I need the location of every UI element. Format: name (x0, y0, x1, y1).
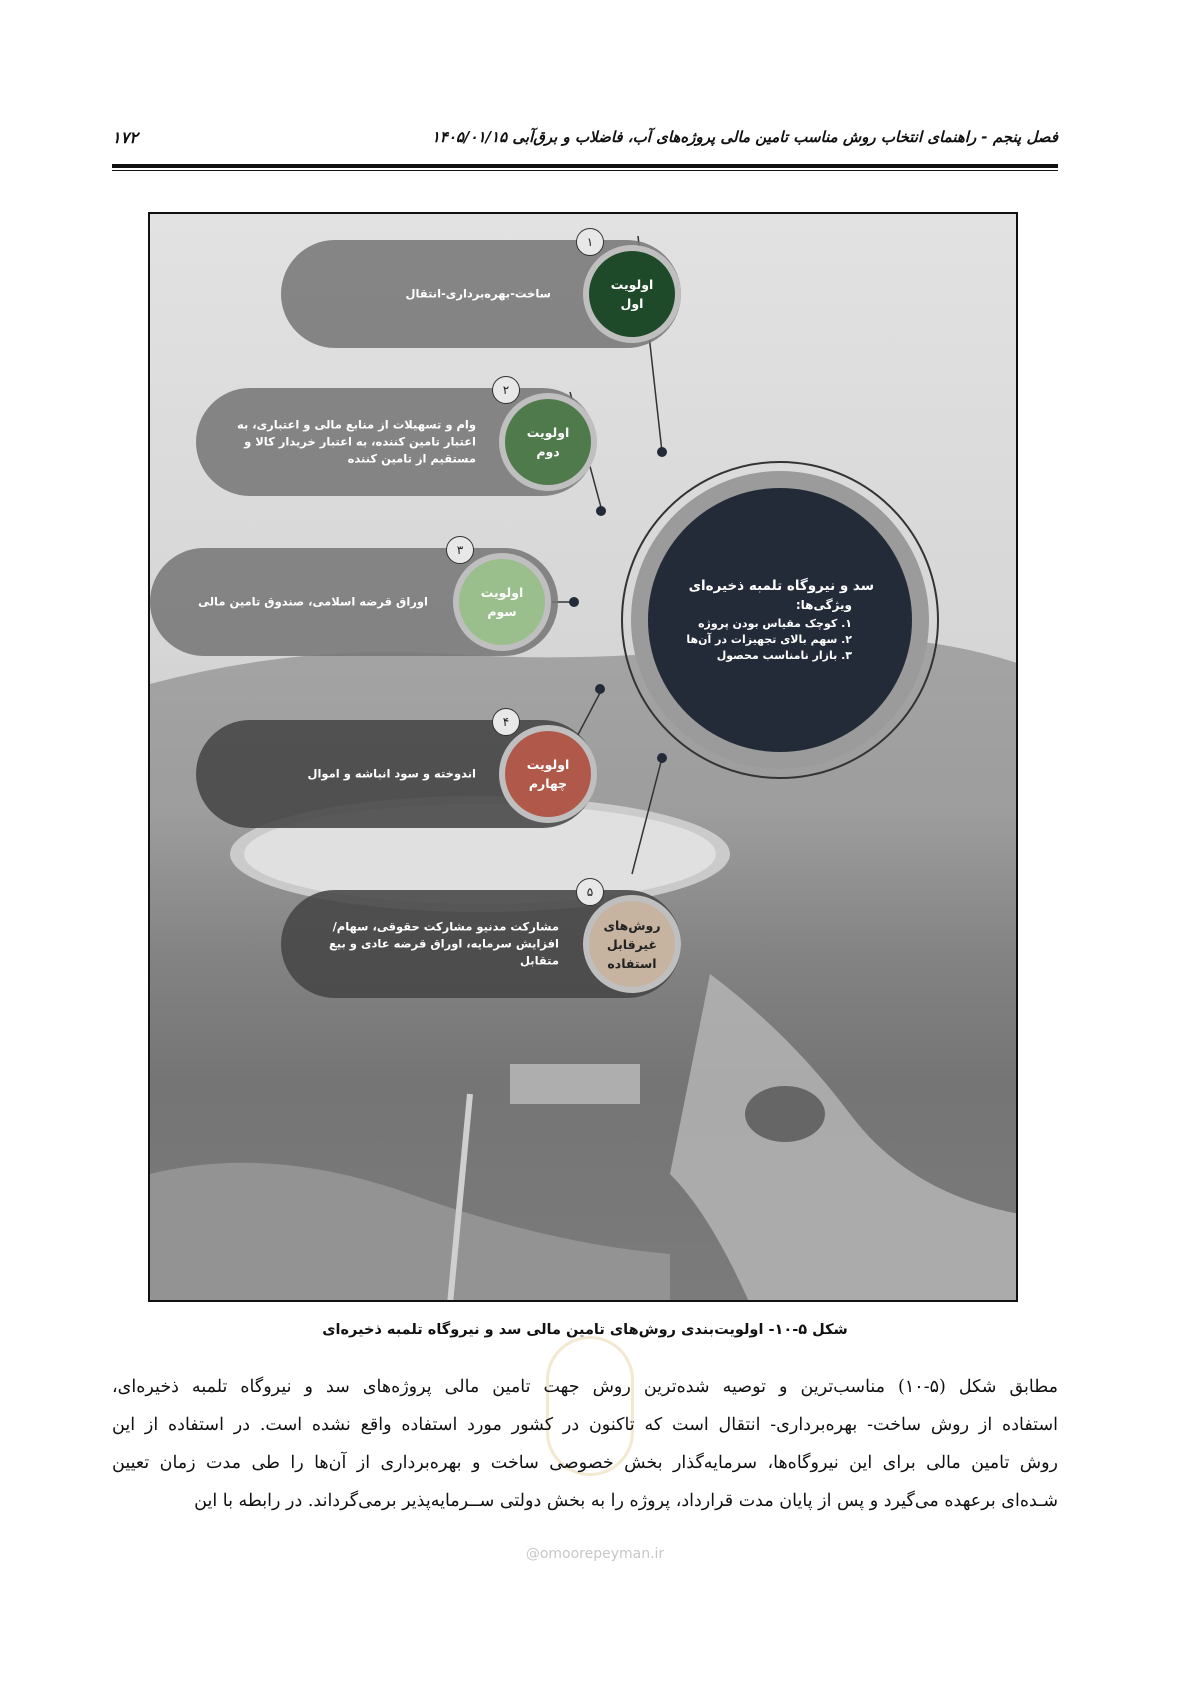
priority-badge-3-line2: سوم (487, 604, 517, 619)
priority-badge-5-line3: استفاده (607, 955, 657, 971)
connector-dot-1 (657, 447, 667, 457)
connector-dot-3 (569, 597, 579, 607)
body-line: روش تامین مالی برای این نیروگاه‌ها، سرمایه‌گذار بخش خصوصی ساخت و بهره‌برداری از آن‌ها را طی مدت زمان تعیین (112, 1453, 1058, 1473)
center-item: ۲. سهم بالای تجهیزات در آن‌ها (686, 633, 852, 646)
watermark-url: @omoorepeyman.ir (525, 1546, 665, 1562)
priority-badge-2-line1: اولویت (526, 425, 570, 440)
priority-badge-3 (453, 553, 551, 651)
priority-figure (148, 212, 1018, 1302)
body-line: شـده‌ای برعهده می‌گیرد و پس از پایان مدت قرارداد، پروژه را به بخش دولتی ســرمایه‌پذیر برمی‌گرداند. در رابطه با این (194, 1491, 1058, 1511)
priority-badge-4-line1: اولویت (526, 757, 570, 772)
priority-badge-1-line2: اول (620, 296, 644, 311)
priority-badge-2 (499, 393, 597, 491)
center-subtitle: ویژگی‌ها: (795, 598, 852, 612)
priority-badge-5-line2: غیرقابل (606, 936, 658, 952)
center-circle (648, 488, 912, 752)
connector-dot-4 (595, 684, 605, 694)
priority-text-4: اندوخته و سود انباشه و اموال (307, 766, 476, 781)
header-rule (112, 164, 1058, 168)
center-item: ۳. بازار نامناسب محصول (716, 649, 852, 662)
center-item: ۱. کوچک مقیاس بودن پروژه (698, 617, 852, 630)
body-line: مطابق شکل (۵-۱۰) مناسب‌ترین و توصیه شده‌ترین روش جهت تامین مالی پروژه‌های سد و نیروگاه تلمبه ذخیره‌ای، (112, 1377, 1058, 1397)
page-number: ۱۷۲ (112, 128, 138, 147)
priority-badge-1 (583, 245, 681, 343)
priority-badge-3-line1: اولویت (480, 585, 524, 600)
connector-dot-5 (657, 753, 667, 763)
priority-number-2: ۲ (492, 376, 520, 404)
priority-badge-4-line2: چهارم (528, 776, 568, 791)
priority-number-5: ۵ (576, 878, 604, 906)
priority-text-2: وام و تسهیلات از منابع مالی و اعتباری، به اعتبار تامین کننده، به اعتبار خریدار کالا و مستقیم از تامین کننده (236, 417, 476, 466)
body-paragraph (112, 1368, 1058, 1520)
page-header (112, 128, 1058, 158)
priority-badge-5-line1: روش‌های (603, 917, 661, 933)
body-line: استفاده از روش ساخت- بهره‌برداری- انتقال است که تاکنون در کشور مورد استفاده واقع نشده است. در استفاده از این (112, 1415, 1058, 1435)
priority-badge-2-line2: دوم (536, 444, 560, 459)
connector-dot-2 (596, 506, 606, 516)
center-title: سد و نیروگاه تلمبه ذخیره‌ای (688, 578, 874, 594)
header-rule-thin (112, 170, 1058, 171)
header-title: فصل پنجم - راهنمای انتخاب روش مناسب تامین مالی پروژه‌های آب، فاضلاب و برق‌آبی ۱۴۰۵/۰۱/۱۵ (431, 128, 1058, 146)
priority-number-4: ۴ (492, 708, 520, 736)
priority-number-3: ۳ (446, 536, 474, 564)
priority-text-3: اوراق قرضه اسلامی، صندوق تامین مالی (198, 594, 428, 609)
priority-badge-1-line1: اولویت (610, 277, 654, 292)
priority-number-1: ۱ (576, 228, 604, 256)
priority-text-5: مشارکت مدنیو مشارکت حقوقی، سهام/افزایش سرمایه، اوراق قرضه عادی و بیع متقابل (328, 919, 559, 968)
figure-caption: شکل ۵-۱۰- اولویت‌بندی روش‌های تامین مالی سد و نیروگاه تلمبه ذخیره‌ای (322, 1322, 848, 1338)
priority-text-1: ساخت-بهره‌برداری-انتقال (405, 286, 551, 301)
priority-badge-4 (499, 725, 597, 823)
priority-badge-5 (583, 895, 681, 993)
